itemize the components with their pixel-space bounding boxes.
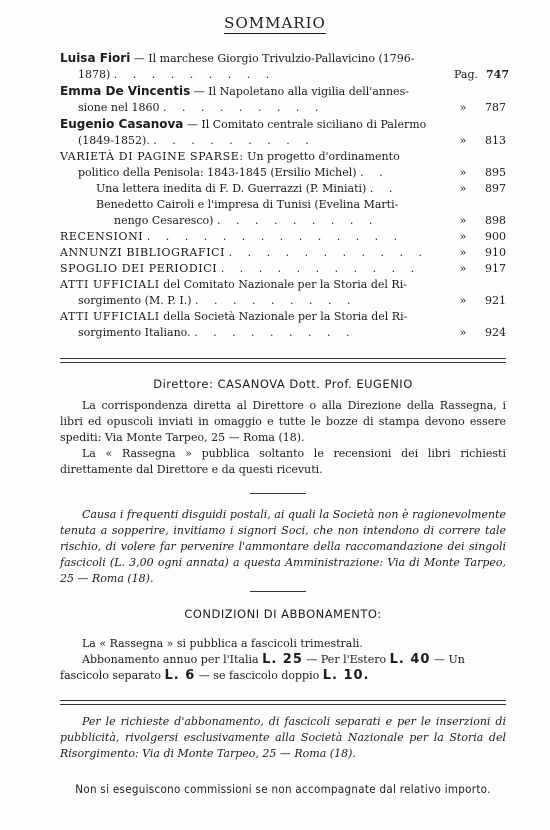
toc-page-number: 921: [485, 294, 506, 307]
toc-entry: VARIETÀ DI PAGINE SPARSE: Un progetto d'ordinamento politico della Penisola: 1843-1845 (Ersilio Michel) . . » 895: [60, 150, 506, 179]
price-double-issue: L. 10.: [322, 668, 370, 683]
toc-entry: Una lettera inedita di F. D. Guerrazzi (P. Miniati) . . » 897: [96, 182, 506, 195]
conditions-heading: CONDIZIONI DI ABBONAMENTO:: [184, 607, 382, 621]
price-italy: L. 25: [262, 652, 303, 667]
toc-page-number: 787: [485, 101, 506, 114]
toc-entry: Eugenio Casanova — Il Comitato centrale siciliano di Palermo (1849-1852). . . . . . . . . . » 813: [60, 117, 506, 147]
toc-entry-cont: 1878): [78, 68, 111, 81]
toc-page-number: 895: [485, 166, 506, 179]
director-paragraph: La « Rassegna » pubblica soltanto le recensioni dei libri richiesti direttamente dal Direttore e da questi ricevuti.: [60, 447, 506, 476]
toc-page-number: 897: [485, 182, 506, 195]
subscription-conditions: [60, 636, 506, 684]
director-paragraph: La corrispondenza diretta al Direttore o alla Direzione della Rassegna, i libri ed opuscoli inviati in omaggio e tutte le bozze di stampa devono essere spediti: Via Monte Tarpeo, 25 — Roma (18).: [60, 399, 506, 444]
toc-entry: ANNUNZI BIBLIOGRAFICI . . . . . . . . . . . » 910: [60, 246, 506, 259]
toc-page-number: 924: [485, 326, 506, 339]
toc-entry: Emma De Vincentis — Il Napoletano alla vigilia dell'annes- sione nel 1860 . . . . . . . . . » 787: [60, 84, 506, 114]
toc-entry: RECENSIONI . . . . . . . . . . . . . . » 900: [60, 230, 506, 243]
postal-notice: Causa i frequenti disguidi postali, ai quali la Società non è ragionevolmente tenuta a sopperire, invitiamo i signori Soci, che non intendono di correre tale rischio, di volere far pervenire l'ammontare della raccomandazione dei singoli fascicoli (L. 3,00 ogni annata) a questa Amministrazione: Via di Monte Tarpeo, 25 — Roma (18).: [60, 508, 506, 585]
short-rule: [250, 591, 306, 592]
short-rule: [250, 493, 306, 494]
conditions-line: fascicolo separato L. 6 — se fascicolo doppio L. 10.: [60, 668, 370, 683]
footer-notice: Per le richieste d'abbonamento, di fascicoli separati e per le inserzioni di pubblicità, rivolgersi esclusivamente alla Società Nazionale per la Storia del Risorgimento: Via di Monte Tarpeo, 25 — Roma (18).: [60, 715, 506, 760]
toc-page-number: 898: [485, 214, 506, 227]
toc-page-number: Pag. 747: [454, 68, 509, 81]
conditions-line: La « Rassegna » si pubblica a fascicoli trimestrali.: [82, 637, 363, 650]
page-title: SOMMARIO: [224, 14, 326, 32]
conditions-line: Abbonamento annuo per l'Italia L. 25 — Per l'Estero L. 40 — Un: [82, 652, 465, 667]
toc-entry: Luisa Fiori — Il marchese Giorgio Trivulzio-Pallavicino (1796- 1878) . . . . . . . . . Pag. 747: [60, 51, 509, 81]
price-abroad: L. 40: [389, 652, 431, 667]
toc-entry: Benedetto Cairoli e l'impresa di Tunisi (Evelina Marti- nengo Cesaresco) . . . . . . . . . » 898: [96, 198, 506, 227]
director-heading: Direttore: CASANOVA Dott. Prof. EUGENIO: [153, 377, 413, 391]
footer-line: Non si eseguiscono commissioni se non accompagnate dal relativo importo.: [75, 782, 491, 796]
toc-page-number: 900: [485, 230, 506, 243]
double-rule: [60, 700, 506, 705]
double-rule: [60, 358, 506, 363]
toc-page-number: 910: [485, 246, 506, 259]
toc-entry: ATTI UFFICIALI della Società Nazionale per la Storia del Ri- sorgimento Italiano. . . . . . . . . . » 924: [60, 310, 506, 339]
toc-entry: ATTI UFFICIALI del Comitato Nazionale per la Storia del Ri- sorgimento (M. P. I.) . . . . . . . . . » 921: [60, 278, 506, 307]
toc-page-number: 813: [485, 134, 506, 147]
price-single-issue: L. 6: [164, 668, 196, 683]
toc-entry: SPOGLIO DEI PERIODICI . . . . . . . . . . . » 917: [60, 262, 506, 275]
toc-page-number: 917: [485, 262, 506, 275]
table-of-contents: [60, 50, 509, 341]
